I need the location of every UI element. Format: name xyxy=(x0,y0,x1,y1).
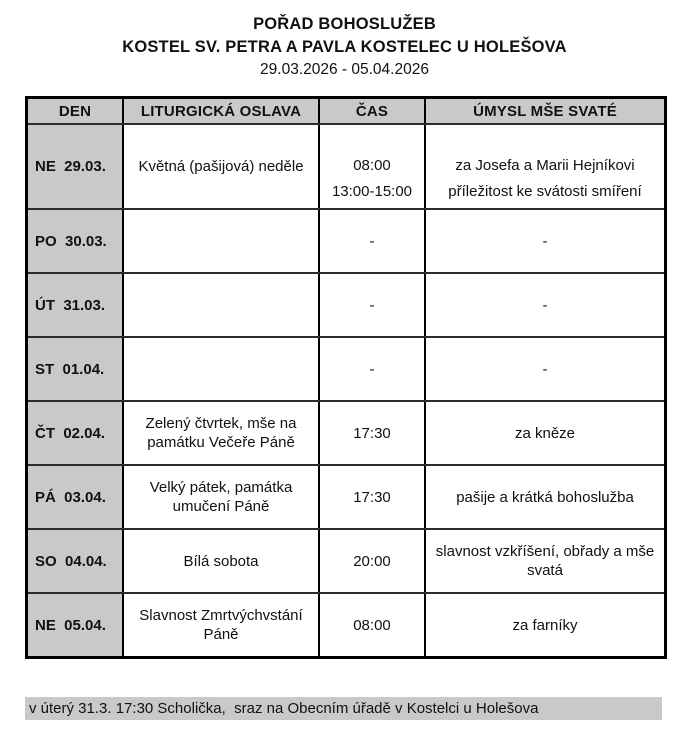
intention-entry-1: za Josefa a Marii Hejníkovi xyxy=(455,156,635,174)
time-cell: - xyxy=(318,274,424,336)
header-time: ČAS xyxy=(318,99,424,123)
day-cell: SO 04.04. xyxy=(28,530,122,592)
intention-cell: - xyxy=(424,274,664,336)
celebration-cell: Zelený čtvrtek, mše na památku Večeře Páně xyxy=(122,402,318,464)
table-row-tuesday xyxy=(28,272,664,336)
day-cell: ST 01.04. xyxy=(28,338,122,400)
time-cell: 08:00 xyxy=(318,594,424,656)
intention-cell: pašije a krátká bohoslužba xyxy=(424,466,664,528)
schedule-table xyxy=(25,96,667,659)
title-block xyxy=(0,13,689,80)
intention-cell: slavnost vzkříšení, obřady a mše svatá xyxy=(424,530,664,592)
church-name: KOSTEL SV. PETRA A PAVLA KOSTELEC U HOLEŠOVA xyxy=(122,38,567,56)
celebration-cell xyxy=(122,338,318,400)
time-entry-2: 13:00-15:00 xyxy=(331,183,413,200)
header-celebration: LITURGICKÁ OSLAVA xyxy=(122,99,318,123)
intention-cell: - xyxy=(424,210,664,272)
celebration-cell: Bílá sobota xyxy=(122,530,318,592)
time-cell: - xyxy=(318,338,424,400)
table-header-row xyxy=(28,99,664,123)
intention-entry-2: příležitost ke svátosti smíření xyxy=(448,183,642,200)
celebration-cell: Velký pátek, památka umučení Páně xyxy=(122,466,318,528)
header-day: DEN xyxy=(58,102,92,120)
time-entry-1: 08:00 xyxy=(353,156,391,174)
intention-cell: - xyxy=(424,338,664,400)
page-title: POŘAD BOHOSLUŽEB xyxy=(253,15,436,33)
day-cell: NE 05.04. xyxy=(28,594,122,656)
time-cell: 17:30 xyxy=(318,466,424,528)
day-cell: ÚT 31.03. xyxy=(28,274,122,336)
footer-announcement: v úterý 31.3. 17:30 Scholička, sraz na Obecním úřadě v Kostelci u Holešova xyxy=(25,697,662,720)
celebration-cell: Slavnost Zmrtvýchvstání Páně xyxy=(122,594,318,656)
intention-cell: za farníky xyxy=(424,594,664,656)
table-row-monday xyxy=(28,208,664,272)
celebration-cell xyxy=(122,210,318,272)
table-row-sunday-palm xyxy=(28,123,664,208)
day-cell: NE 29.03. xyxy=(28,125,122,208)
intention-cell: za kněze xyxy=(424,402,664,464)
intention-cell xyxy=(424,125,664,208)
table-row-friday xyxy=(28,464,664,528)
day-cell: ČT 02.04. xyxy=(28,402,122,464)
time-cell: - xyxy=(318,210,424,272)
time-cell: 17:30 xyxy=(318,402,424,464)
table-row-saturday xyxy=(28,528,664,592)
time-cell: 20:00 xyxy=(318,530,424,592)
day-cell: PO 30.03. xyxy=(28,210,122,272)
table-row-thursday xyxy=(28,400,664,464)
table-row-wednesday xyxy=(28,336,664,400)
date-range: 29.03.2026 - 05.04.2026 xyxy=(260,61,429,78)
day-cell: PÁ 03.04. xyxy=(28,466,122,528)
header-intention: ÚMYSL MŠE SVATÉ xyxy=(424,99,664,123)
celebration-cell: Květná (pašijová) neděle xyxy=(122,125,318,208)
celebration-cell xyxy=(122,274,318,336)
table-row-sunday-easter xyxy=(28,592,664,656)
time-cell xyxy=(318,125,424,208)
